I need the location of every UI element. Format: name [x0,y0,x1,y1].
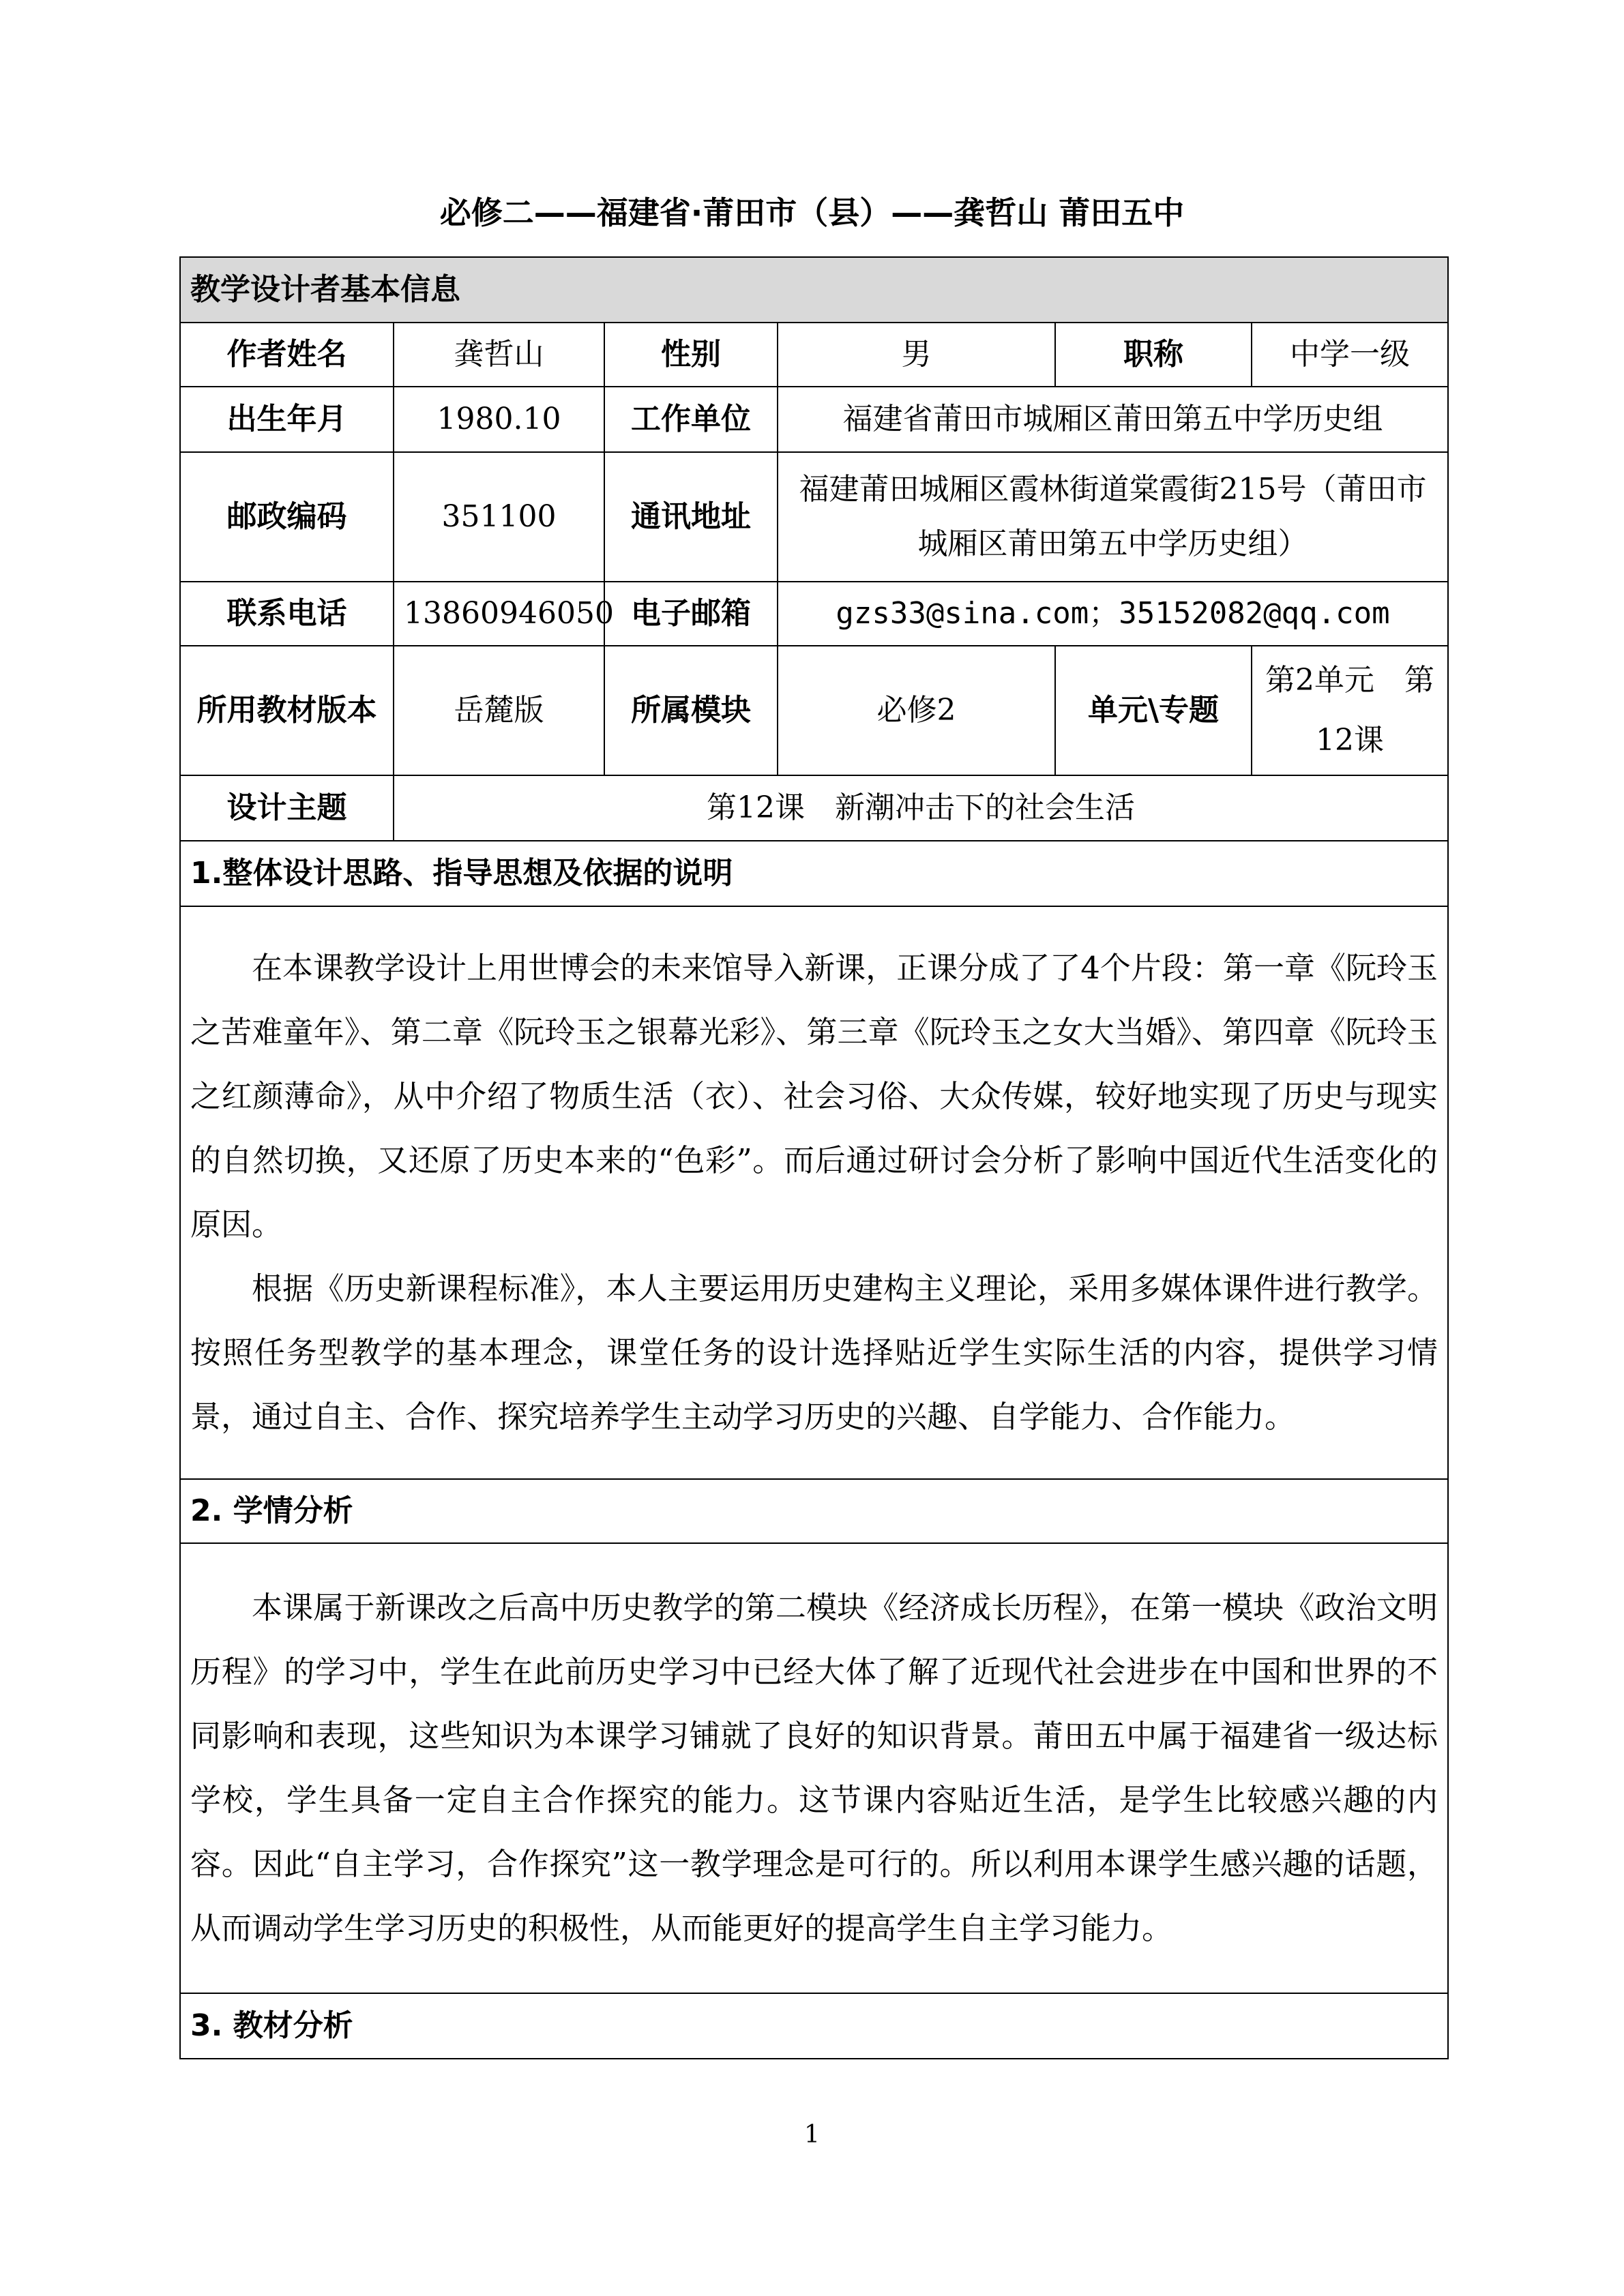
section-heading: 1.整体设计思路、指导思想及依据的说明 [180,841,1448,906]
page-title: 必修二——福建省·莆田市（县）——龚哲山 莆田五中 [439,194,1185,231]
teacher-info-table [179,256,1449,2059]
page-number: 1 [804,2121,820,2149]
paragraph: 在本课教学设计上用世博会的未来馆导入新课，正课分成了了4个片段：第一章《阮玲玉之苦难童年》、第二章《阮玲玉之银幕光彩》、第三章《阮玲玉之女大当婚》、第四章《阮玲玉之红颜薄命》，从中介绍了物质生活（衣）、社会习俗、大众传媒，较好地实现了历史与现实的自然切换，又还原了历史本来的“色彩”。而后通过研讨会分析了影响中国近代生活变化的原因。 [190,950,1438,1242]
unit-label: 工作单位 [604,387,778,452]
email-label: 电子邮箱 [604,582,778,646]
section-heading: 3. 教材分析 [180,1993,1448,2059]
section-body [180,1543,1448,1993]
textbook-label: 所用教材版本 [180,646,394,775]
gender-label: 性别 [604,323,778,387]
section-body [180,906,1448,1479]
address-value: 福建莆田城厢区霞林街道棠霞街215号（莆田市城厢区莆田第五中学历史组） [778,452,1448,582]
phone-value: 13860946050 [394,582,604,646]
table-header: 教学设计者基本信息 [180,257,1448,323]
gender-value: 男 [778,323,1055,387]
address-label: 通讯地址 [604,452,778,582]
rank-label: 职称 [1055,323,1252,387]
module-value: 必修2 [778,646,1055,775]
rank-value: 中学一级 [1252,323,1448,387]
textbook-value: 岳麓版 [394,646,604,775]
birth-label: 出生年月 [180,387,394,452]
name-value: 龚哲山 [394,323,604,387]
email-value: gzs33@sina.com；35152082@qq.com [778,582,1448,646]
postcode-value: 351100 [394,452,604,582]
unit-value: 福建省莆田市城厢区莆田第五中学历史组 [778,387,1448,452]
section-heading: 2. 学情分析 [180,1479,1448,1543]
paragraph: 本课属于新课改之后高中历史教学的第二模块《经济成长历程》，在第一模块《政治文明历程》的学习中，学生在此前历史学习中已经大体了解了近现代社会进步在中国和世界的不同影响和表现，这些知识为本课学习铺就了良好的知识背景。莆田五中属于福建省一级达标学校，学生具备一定自主合作探究的能力。这节课内容贴近生活，是学生比较感兴趣的内容。因此“自主学习，合作探究”这一教学理念是可行的。所以利用本课学生感兴趣的话题，从而调动学生学习历史的积极性，从而能更好的提高学生自主学习能力。 [190,1590,1438,1946]
name-label: 作者姓名 [180,323,394,387]
topic-label: 单元\专题 [1055,646,1252,775]
design-value: 第12课 新潮冲击下的社会生活 [394,775,1448,841]
phone-label: 联系电话 [180,582,394,646]
design-label: 设计主题 [180,775,394,841]
paragraph: 根据《历史新课程标准》，本人主要运用历史建构主义理论，采用多媒体课件进行教学。按照任务型教学的基本理念，课堂任务的设计选择贴近学生实际生活的内容，提供学习情景，通过自主、合作、探究培养学生主动学习历史的兴趣、自学能力、合作能力。 [190,1270,1438,1435]
topic-value: 第2单元 第12课 [1252,646,1448,775]
birth-value: 1980.10 [394,387,604,452]
module-label: 所属模块 [604,646,778,775]
postcode-label: 邮政编码 [180,452,394,582]
